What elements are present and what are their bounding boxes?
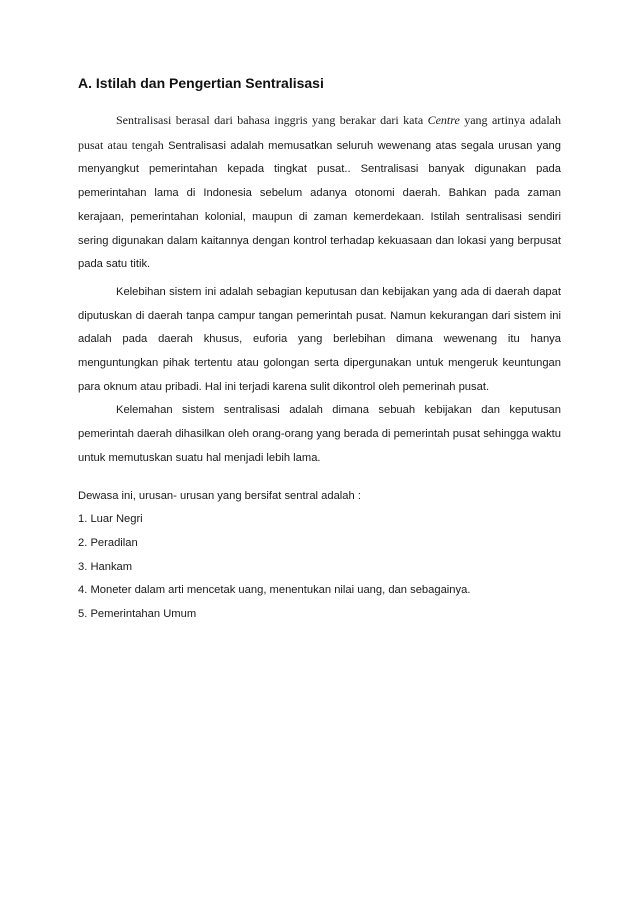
list-item: 5. Pemerintahan Umum [78,608,197,621]
definition-text-rest: Sentralisasi adalah memusatkan seluruh wewenang atas segala urusan yang menyangkut pemerintahan kepada tingkat pusat.. Sentralisasi banyak digunakan pada pemerintahan lama di Indonesia sebelum adanya otonomi daerah. Bahkan pada zaman kerajaan, pemerintahan kolonial, maupun di zaman kemerdekaan. Istilah sentralisasi sendiri sering digunakan dalam kaitannya dengan kontrol terhadap kekuasaan dan lokasi yang berpusat pada satu titik. [78,139,561,271]
document-content [78,74,561,627]
list-item: 4. Moneter dalam arti mencetak uang, menentukan nilai uang, dan sebagainya. [78,584,471,597]
definition-text-a: Sentralisasi berasal dari bahasa inggris yang berakar dari kata [116,113,428,127]
paragraph-weaknesses: Kelemahan sistem sentralisasi adalah dimana sebuah kebijakan dan keputusan pemerintah daerah dihasilkan oleh orang-orang yang berada di pemerintah pusat sehingga waktu untuk memutuskan suatu hal menjadi lebih lama. [78,404,561,464]
section-heading: A. Istilah dan Pengertian Sentralisasi [78,75,324,91]
list-item: 1. Luar Negri [78,513,143,526]
term-centre: Centre [427,113,460,127]
definition-text-b: yang artinya adalah pusat atau tengah [78,113,561,152]
list-item: 3. Hankam [78,560,133,573]
list-item: 2. Peradilan [78,536,138,549]
list-intro: Dewasa ini, urusan- urusan yang bersifat sentral adalah : [78,489,361,502]
paragraph-definition [78,109,561,277]
central-affairs-list [78,508,561,627]
paragraph-advantages: Kelebihan sistem ini adalah sebagian keputusan dan kebijakan yang ada di daerah dapat diputuskan di daerah tanpa campur tangan pemerintah pusat. Namun kekurangan dari sistem ini adalah pada daerah khusus, euforia yang berlebihan dimana wewenang itu hanya menguntungkan pihak tertentu atau golongan serta dipergunakan untuk mengeruk keuntungan para oknum atau pribadi. Hal ini terjadi karena sulit dikontrol oleh pemerinah pusat. [78,285,561,393]
